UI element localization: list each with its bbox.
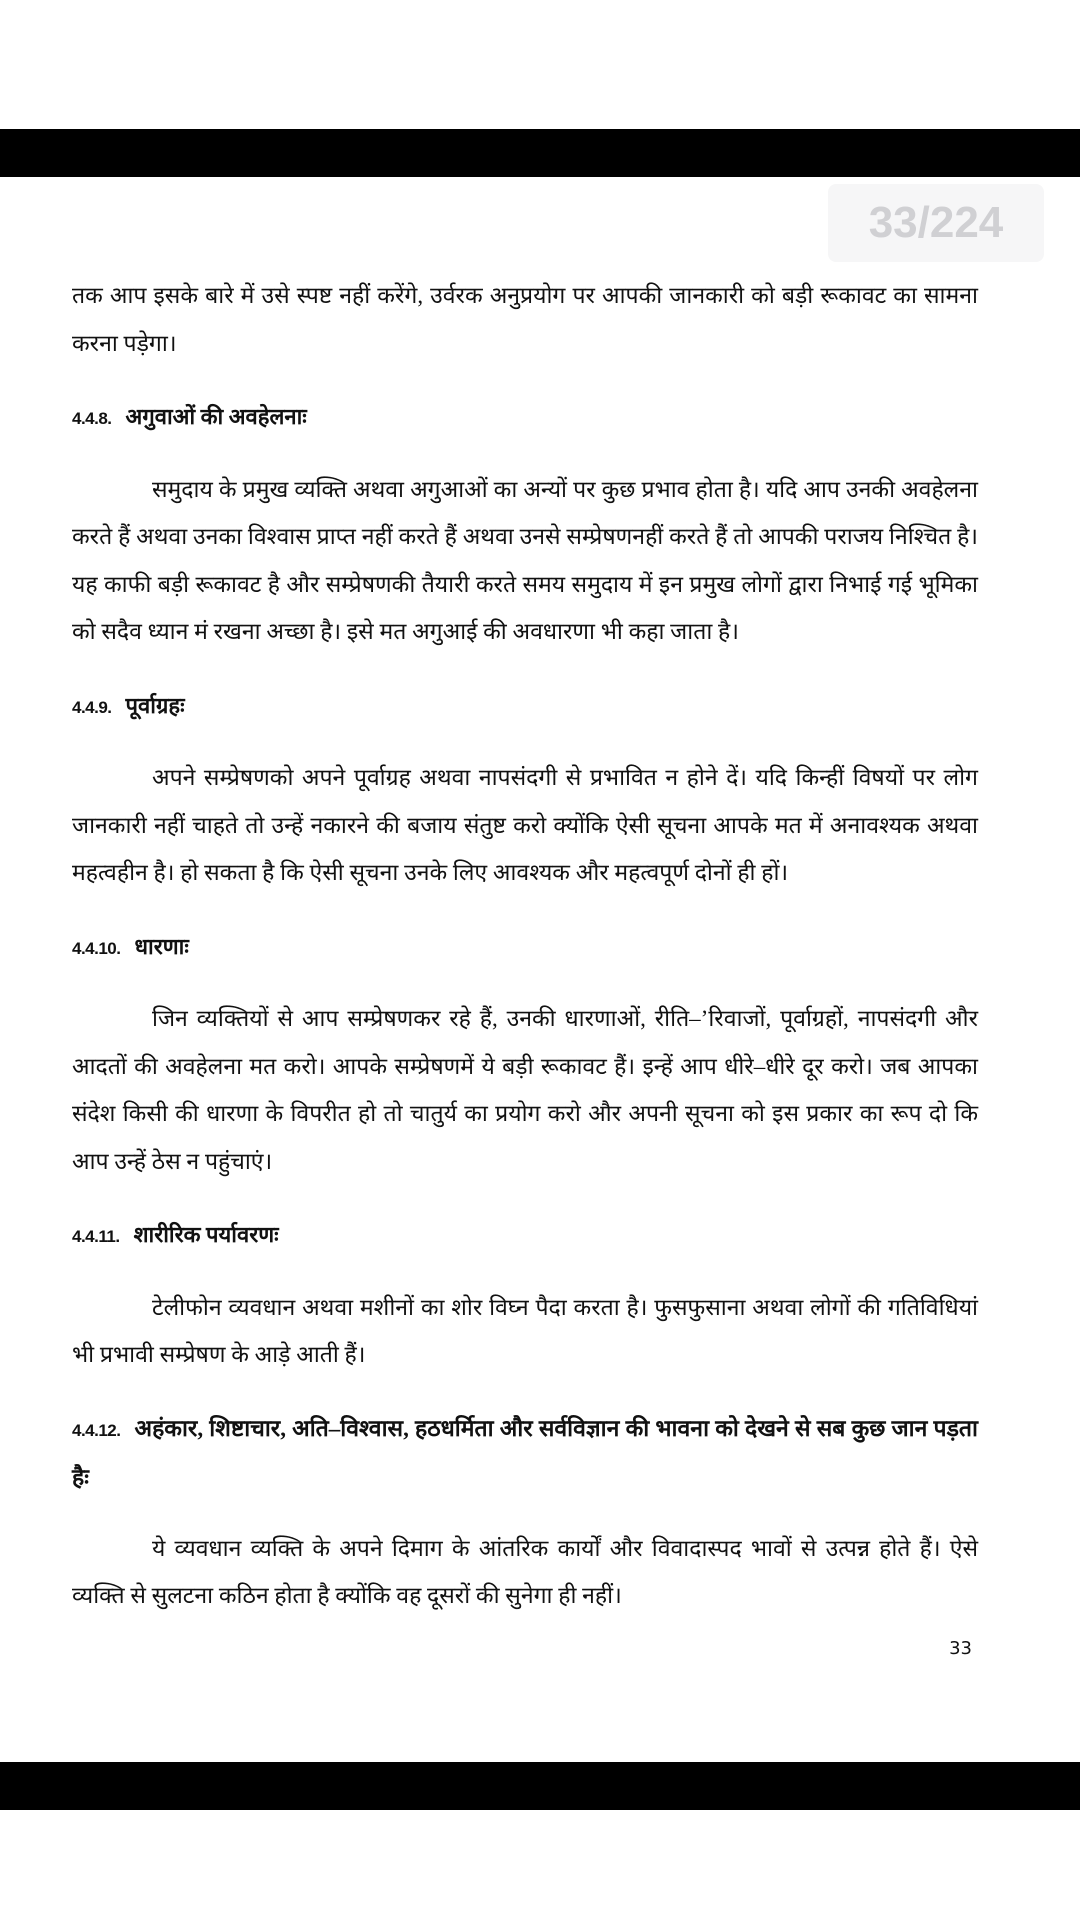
section-title: शारीरिक पर्यावरणः [133,1222,279,1247]
section-body-4-4-11: टेलीफोन व्यवधान अथवा मशीनों का शोर विघ्न पैदा करता है। फुसफुसाना अथवा लोगों की गतिविधियां भी प्रभावी सम्प्रेषण के आड़े आती हैं। [72,1294,978,1367]
intro-paragraph: तक आप इसके बारे में उसे स्पष्ट नहीं करेंगे, उर्वरक अनुप्रयोग पर आपकी जानकारी को बड़ी रूकावट का सामना करना पड़ेगा। [72,283,978,356]
section-heading-4-4-11 [72,1211,978,1261]
top-black-bar [0,129,1080,177]
section-heading-4-4-12 [72,1405,978,1502]
bottom-black-bar [0,1762,1080,1810]
section-heading-4-4-9 [72,682,978,732]
page-indicator-text: 33/224 [868,198,1004,247]
page-indicator [828,184,1044,262]
section-heading-4-4-8 [72,393,978,443]
section-body-4-4-12: ये व्यवधान व्यक्ति के अपने दिमाग के आंतरिक कार्यों और विवादास्पद भावों से उत्पन्न होते हैं। ऐसे व्यक्ति से सुलटना कठिन होता है क्योंकि वह दूसरों की सुनेगा ही नहीं। [72,1535,978,1608]
section-title: पूर्वाग्रहः [125,692,185,718]
section-number: 4.4.12. [72,1420,121,1440]
section-title: अगुवाओं की अवहेलनाः [125,404,307,429]
section-number: 4.4.11. [72,1227,120,1246]
section-title: अहंकार, शिष्टाचार, अति–विश्वास, हठधर्मिता और सर्वविज्ञान की भावना को देखने से सब कुछ जान पड़ता हैः [72,1415,978,1490]
section-number: 4.4.9. [72,697,112,717]
section-body-4-4-8: समुदाय के प्रमुख व्यक्ति अथवा अगुआओं का अन्यों पर कुछ प्रभाव होता है। यदि आप उनकी अवहेलना करते हैं अथवा उनका विश्वास प्राप्त नहीं करते हैं अथवा उनसे सम्प्रेषणनहीं करते हैं तो आपकी पराजय निश्चित है। यह काफी बड़ी रूकावट है और सम्प्रेषणकी तैयारी करते समय समुदाय में इन प्रमुख लोगों द्वारा निभाई गई भूमिका को सदैव ध्यान मं रखना अच्छा है। इसे मत अगुआई की अवधारणा भी कहा जाता है। [72,476,978,644]
page-number: 33 [949,1637,972,1659]
section-number: 4.4.10. [72,938,121,958]
section-body-4-4-10: जिन व्यक्तियों से आप सम्प्रेषणकर रहे हैं, उनकी धारणाओं, रीति–’रिवाजों, पूर्वाग्रहों, नापसंदगी और आदतों की अवहेलना मत करो। आपके सम्प्रेषणमें ये बड़ी रूकावट हैं। इन्हें आप धीरे–धीरे दूर करो। जब आपका संदेश किसी की धारणा के विपरीत हो तो चातुर्य का प्रयोग करो और अपनी सूचना को इस प्रकार का रूप दो कि आप उन्हें ठेस न पहुंचाएं। [72,1006,978,1174]
section-heading-4-4-10 [72,923,978,973]
section-number: 4.4.8. [72,409,112,428]
document-content [72,272,978,1659]
section-body-4-4-9: अपने सम्प्रेषणको अपने पूर्वाग्रह अथवा नापसंदगी से प्रभावित न होने दें। यदि किन्हीं विषयों पर लोग जानकारी नहीं चाहते तो उन्हें नकारने की बजाय संतुष्ट करो क्योंकि ऐसी सूचना आपके मत में अनावश्यक अथवा महत्वहीन है। हो सकता है कि ऐसी सूचना उनके लिए आवश्यक और महत्वपूर्ण दोनों ही हों। [72,765,978,885]
section-title: धारणाः [134,933,189,959]
